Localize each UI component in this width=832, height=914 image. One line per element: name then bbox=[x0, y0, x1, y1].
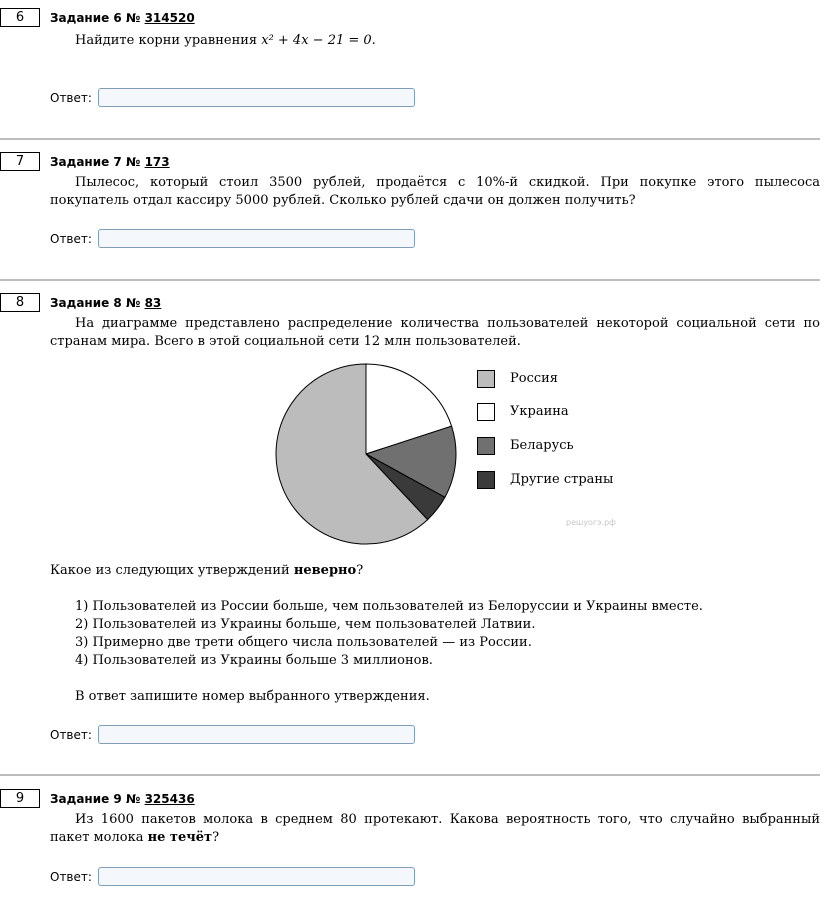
divider bbox=[0, 279, 820, 281]
task-title-prefix: Задание 6 № bbox=[50, 11, 145, 25]
legend-item-other bbox=[477, 471, 677, 491]
task-number-box: 8 bbox=[0, 293, 40, 312]
task-id-link[interactable]: 314520 bbox=[144, 11, 195, 25]
task-text bbox=[50, 811, 820, 847]
task-text-suffix: ? bbox=[212, 830, 220, 845]
legend-label: Украина bbox=[510, 404, 569, 419]
legend-label: Другие страны bbox=[510, 472, 614, 487]
task-text: На диаграмме представлено распределение количества пользователей некоторой социальной сети по странам мира. Всего в этой социальной сети 12 млн пользователей. bbox=[50, 316, 820, 349]
task-id-link[interactable]: 83 bbox=[144, 296, 162, 310]
task-number-box: 6 bbox=[0, 8, 40, 27]
task-title bbox=[50, 155, 170, 169]
options-list bbox=[75, 598, 703, 670]
task-number-box: 7 bbox=[0, 152, 40, 171]
task-number-box: 9 bbox=[0, 789, 40, 808]
task-text-bold: не течёт bbox=[147, 830, 213, 845]
answer-input[interactable] bbox=[98, 867, 415, 886]
answer-label: Ответ: bbox=[50, 232, 92, 246]
question-prefix: Какое из следующих утверждений bbox=[50, 563, 294, 578]
task-text-content: Из 1600 пакетов молока в среднем 80 протекают. Какова вероятность того, что случайно выбранный пакет молока bbox=[50, 812, 820, 845]
task-text-content: Найдите корни уравнения bbox=[75, 33, 262, 48]
legend-swatch bbox=[477, 370, 495, 388]
legend-item-ukraine bbox=[477, 403, 677, 423]
legend-item-belarus bbox=[477, 437, 677, 457]
task-title bbox=[50, 11, 195, 25]
task-title-prefix: Задание 8 № bbox=[50, 296, 145, 310]
equation: x² + 4x − 21 = 0. bbox=[261, 33, 376, 48]
answer-input[interactable] bbox=[98, 88, 415, 107]
task-title-prefix: Задание 7 № bbox=[50, 155, 145, 169]
legend-label: Россия bbox=[510, 371, 559, 386]
question-suffix: ? bbox=[356, 563, 364, 578]
divider bbox=[0, 774, 820, 776]
answer-label: Ответ: bbox=[50, 728, 92, 742]
watermark: решуогэ.рф bbox=[566, 518, 617, 527]
task-title bbox=[50, 296, 161, 310]
task-id-link[interactable]: 173 bbox=[144, 155, 170, 169]
answer-label: Ответ: bbox=[50, 91, 92, 105]
legend-swatch bbox=[477, 471, 495, 489]
answer-input[interactable] bbox=[98, 725, 415, 744]
option-item: 2) Пользователей из Украины больше, чем пользователей Латвии. bbox=[75, 617, 536, 632]
legend-item-russia bbox=[477, 370, 677, 390]
task-text bbox=[75, 32, 820, 50]
task-title-prefix: Задание 9 № bbox=[50, 792, 145, 806]
task-title bbox=[50, 792, 195, 806]
pie-chart bbox=[266, 354, 466, 554]
option-item: 3) Примерно две трети общего числа пользователей — из России. bbox=[75, 635, 532, 650]
question-text bbox=[50, 562, 820, 580]
option-item: 4) Пользователей из Украины больше 3 миллионов. bbox=[75, 653, 433, 668]
option-item: 1) Пользователей из России больше, чем пользователей из Белоруссии и Украины вместе. bbox=[75, 599, 703, 614]
legend-swatch bbox=[477, 437, 495, 455]
task-text: Пылесос, который стоил 3500 рублей, продаётся с 10%-й скидкой. При покупке этого пылесоса покупатель отдал кассиру 5000 рублей. Сколько рублей сдачи он должен получить? bbox=[50, 175, 820, 208]
legend-swatch bbox=[477, 403, 495, 421]
task-id-link[interactable]: 325436 bbox=[144, 792, 195, 806]
legend-label: Беларусь bbox=[510, 438, 574, 453]
answer-label: Ответ: bbox=[50, 870, 92, 884]
instruction-text: В ответ запишите номер выбранного утверждения. bbox=[75, 689, 430, 704]
answer-input[interactable] bbox=[98, 229, 415, 248]
divider bbox=[0, 138, 820, 140]
question-bold: неверно bbox=[293, 563, 357, 578]
